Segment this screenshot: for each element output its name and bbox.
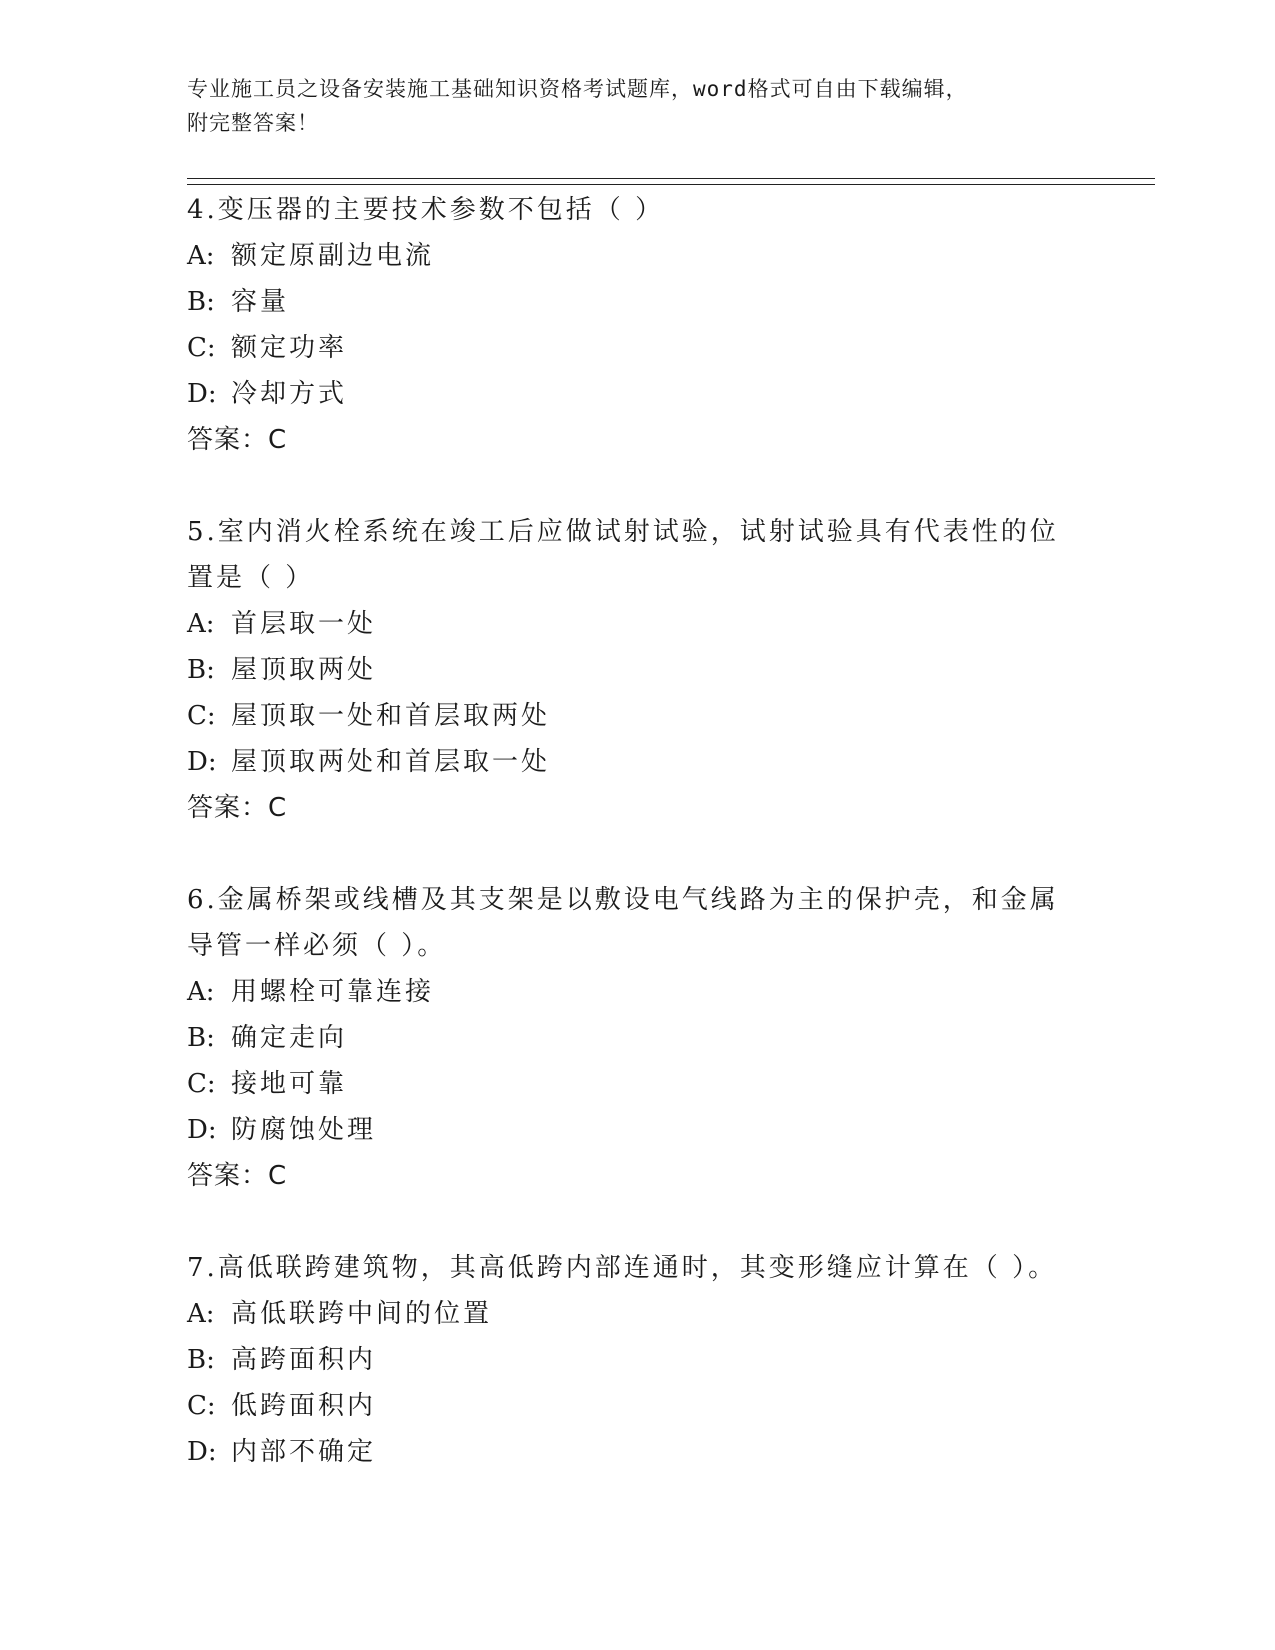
option-text: 防腐蚀处理 xyxy=(231,1115,377,1145)
option-key: B: xyxy=(187,1023,215,1053)
document-header xyxy=(187,72,1087,140)
option-c xyxy=(187,325,1087,371)
option-key: A: xyxy=(187,609,215,639)
option-key: A: xyxy=(187,977,215,1007)
option-key: D: xyxy=(187,379,217,409)
option-text: 额定原副边电流 xyxy=(231,241,435,271)
option-text: 屋顶取一处和首层取两处 xyxy=(231,701,551,731)
option-a xyxy=(187,969,1087,1015)
option-text: 额定功率 xyxy=(231,333,348,363)
option-c xyxy=(187,1383,1087,1429)
option-d xyxy=(187,1429,1087,1475)
option-key: C: xyxy=(187,333,216,363)
option-key: D: xyxy=(187,1115,217,1145)
question-6 xyxy=(187,877,1087,1199)
option-text: 屋顶取两处和首层取一处 xyxy=(231,747,551,777)
question-7 xyxy=(187,1245,1087,1475)
option-key: C: xyxy=(187,1069,216,1099)
question-stem: 7.高低联跨建筑物，其高低跨内部连通时，其变形缝应计算在（ ）。 xyxy=(187,1253,1058,1283)
option-b xyxy=(187,1337,1087,1383)
header-divider-top xyxy=(187,178,1155,179)
option-d xyxy=(187,739,1087,785)
option-text: 确定走向 xyxy=(231,1023,348,1053)
option-b xyxy=(187,647,1087,693)
option-key: C: xyxy=(187,701,216,731)
option-key: B: xyxy=(187,1345,215,1375)
option-key: D: xyxy=(187,1437,217,1467)
question-5 xyxy=(187,509,1087,831)
option-c xyxy=(187,1061,1087,1107)
question-4 xyxy=(187,187,1087,463)
option-text: 接地可靠 xyxy=(231,1069,348,1099)
option-key: A: xyxy=(187,241,215,271)
option-d xyxy=(187,371,1087,417)
answer-line: 答案：C xyxy=(187,425,288,455)
option-key: A: xyxy=(187,1299,215,1329)
question-stem: 6.金属桥架或线槽及其支架是以敷设电气线路为主的保护壳，和金属导管一样必须（ ）。 xyxy=(187,885,1059,961)
option-b xyxy=(187,279,1087,325)
option-key: D: xyxy=(187,747,217,777)
answer-line: 答案：C xyxy=(187,1161,288,1191)
option-text: 容量 xyxy=(231,287,290,317)
option-a xyxy=(187,233,1087,279)
option-text: 用螺栓可靠连接 xyxy=(231,977,435,1007)
option-b xyxy=(187,1015,1087,1061)
option-d xyxy=(187,1107,1087,1153)
option-text: 冷却方式 xyxy=(231,379,348,409)
header-divider-bottom xyxy=(187,184,1155,185)
question-list xyxy=(187,187,1087,1521)
question-stem: 5.室内消火栓系统在竣工后应做试射试验，试射试验具有代表性的位置是（ ） xyxy=(187,517,1059,593)
option-c xyxy=(187,693,1087,739)
option-a xyxy=(187,601,1087,647)
option-text: 高低联跨中间的位置 xyxy=(231,1299,493,1329)
option-text: 内部不确定 xyxy=(231,1437,377,1467)
header-line-2: 附完整答案！ xyxy=(187,111,319,135)
question-stem: 4.变压器的主要技术参数不包括（ ） xyxy=(187,195,665,225)
option-a xyxy=(187,1291,1087,1337)
header-line-1: 专业施工员之设备安装施工基础知识资格考试题库，word格式可自由下载编辑， xyxy=(187,77,968,101)
option-key: B: xyxy=(187,287,215,317)
option-text: 首层取一处 xyxy=(231,609,377,639)
option-key: C: xyxy=(187,1391,216,1421)
option-key: B: xyxy=(187,655,215,685)
option-text: 高跨面积内 xyxy=(231,1345,377,1375)
option-text: 屋顶取两处 xyxy=(231,655,377,685)
answer-line: 答案：C xyxy=(187,793,288,823)
option-text: 低跨面积内 xyxy=(231,1391,377,1421)
